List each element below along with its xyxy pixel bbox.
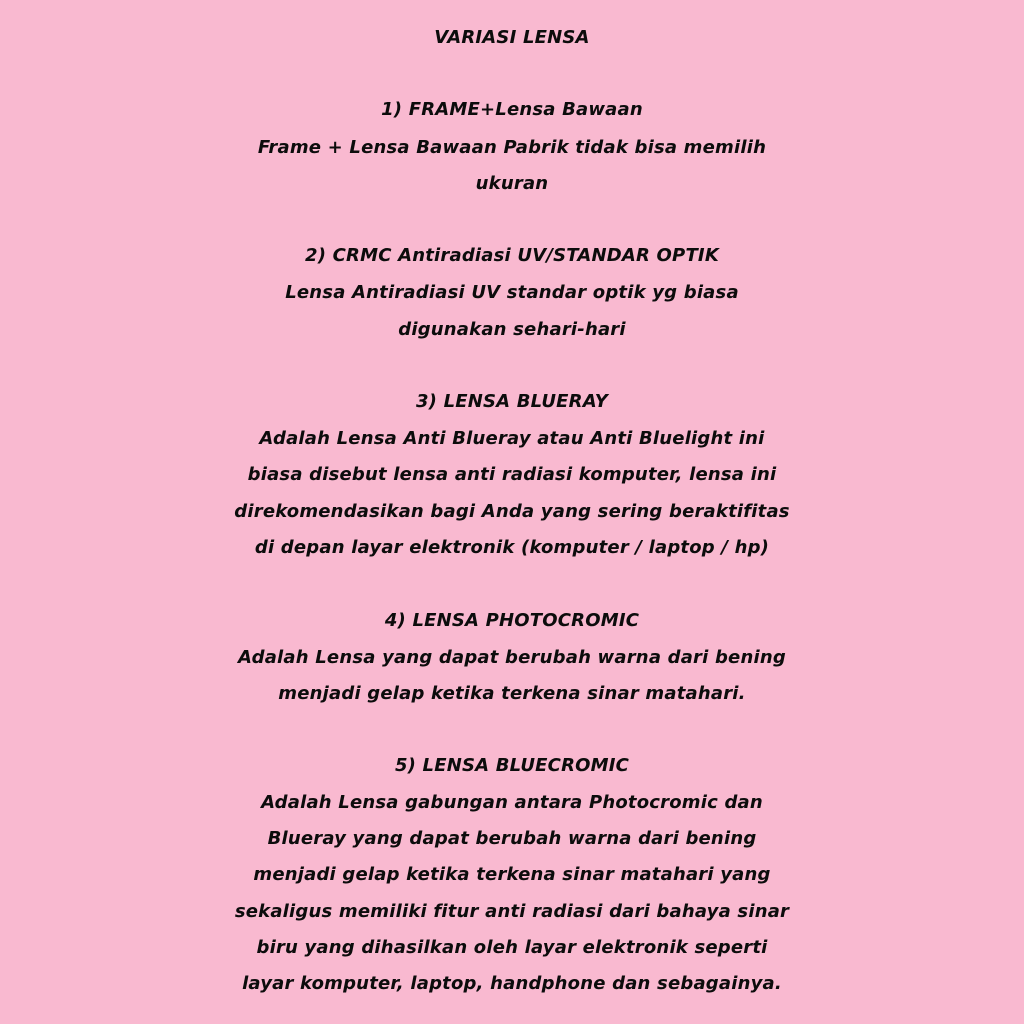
section-5-line-5: biru yang dihasilkan oleh layar elektronik seperti (256, 937, 768, 958)
section-1-line-2: ukuran (475, 173, 549, 194)
section-5-line-1: Adalah Lensa gabungan antara Photocromic dan (261, 792, 763, 813)
section-3-line-1: Adalah Lensa Anti Blueray atau Anti Bluelight ini (259, 428, 765, 449)
section-4-line-1: Adalah Lensa yang dapat berubah warna dari bening (238, 647, 786, 668)
section-4-line-2: menjadi gelap ketika terkena sinar matahari. (278, 683, 746, 704)
section-2-heading: 2) CRMC Antiradiasi UV/STANDAR OPTIK (305, 245, 719, 266)
page-title: VARIASI LENSA (434, 27, 590, 48)
section-3-line-4: di depan layar elektronik (komputer / laptop / hp) (254, 537, 770, 558)
section-3-line-2: biasa disebut lensa anti radiasi komputer, lensa ini (247, 464, 777, 485)
section-1-heading: 1) FRAME+Lensa Bawaan (381, 99, 643, 120)
section-4-heading: 4) LENSA PHOTOCROMIC (384, 610, 640, 631)
section-2-line-1: Lensa Antiradiasi UV standar optik yg biasa (285, 282, 739, 303)
section-5-line-4: sekaligus memiliki fitur anti radiasi dari bahaya sinar (234, 901, 790, 922)
section-5-line-6: layar komputer, laptop, handphone dan sebagainya. (242, 973, 782, 994)
section-3-line-3: direkomendasikan bagi Anda yang sering beraktifitas (234, 501, 790, 522)
section-3-heading: 3) LENSA BLUERAY (415, 391, 609, 412)
section-5-line-3: menjadi gelap ketika terkena sinar matahari yang (253, 864, 771, 885)
section-5-heading: 5) LENSA BLUECROMIC (394, 755, 630, 776)
section-2-line-2: digunakan sehari-hari (398, 319, 626, 340)
section-5-line-2: Blueray yang dapat berubah warna dari bening (267, 828, 757, 849)
section-1-line-1: Frame + Lensa Bawaan Pabrik tidak bisa memilih (257, 137, 767, 158)
